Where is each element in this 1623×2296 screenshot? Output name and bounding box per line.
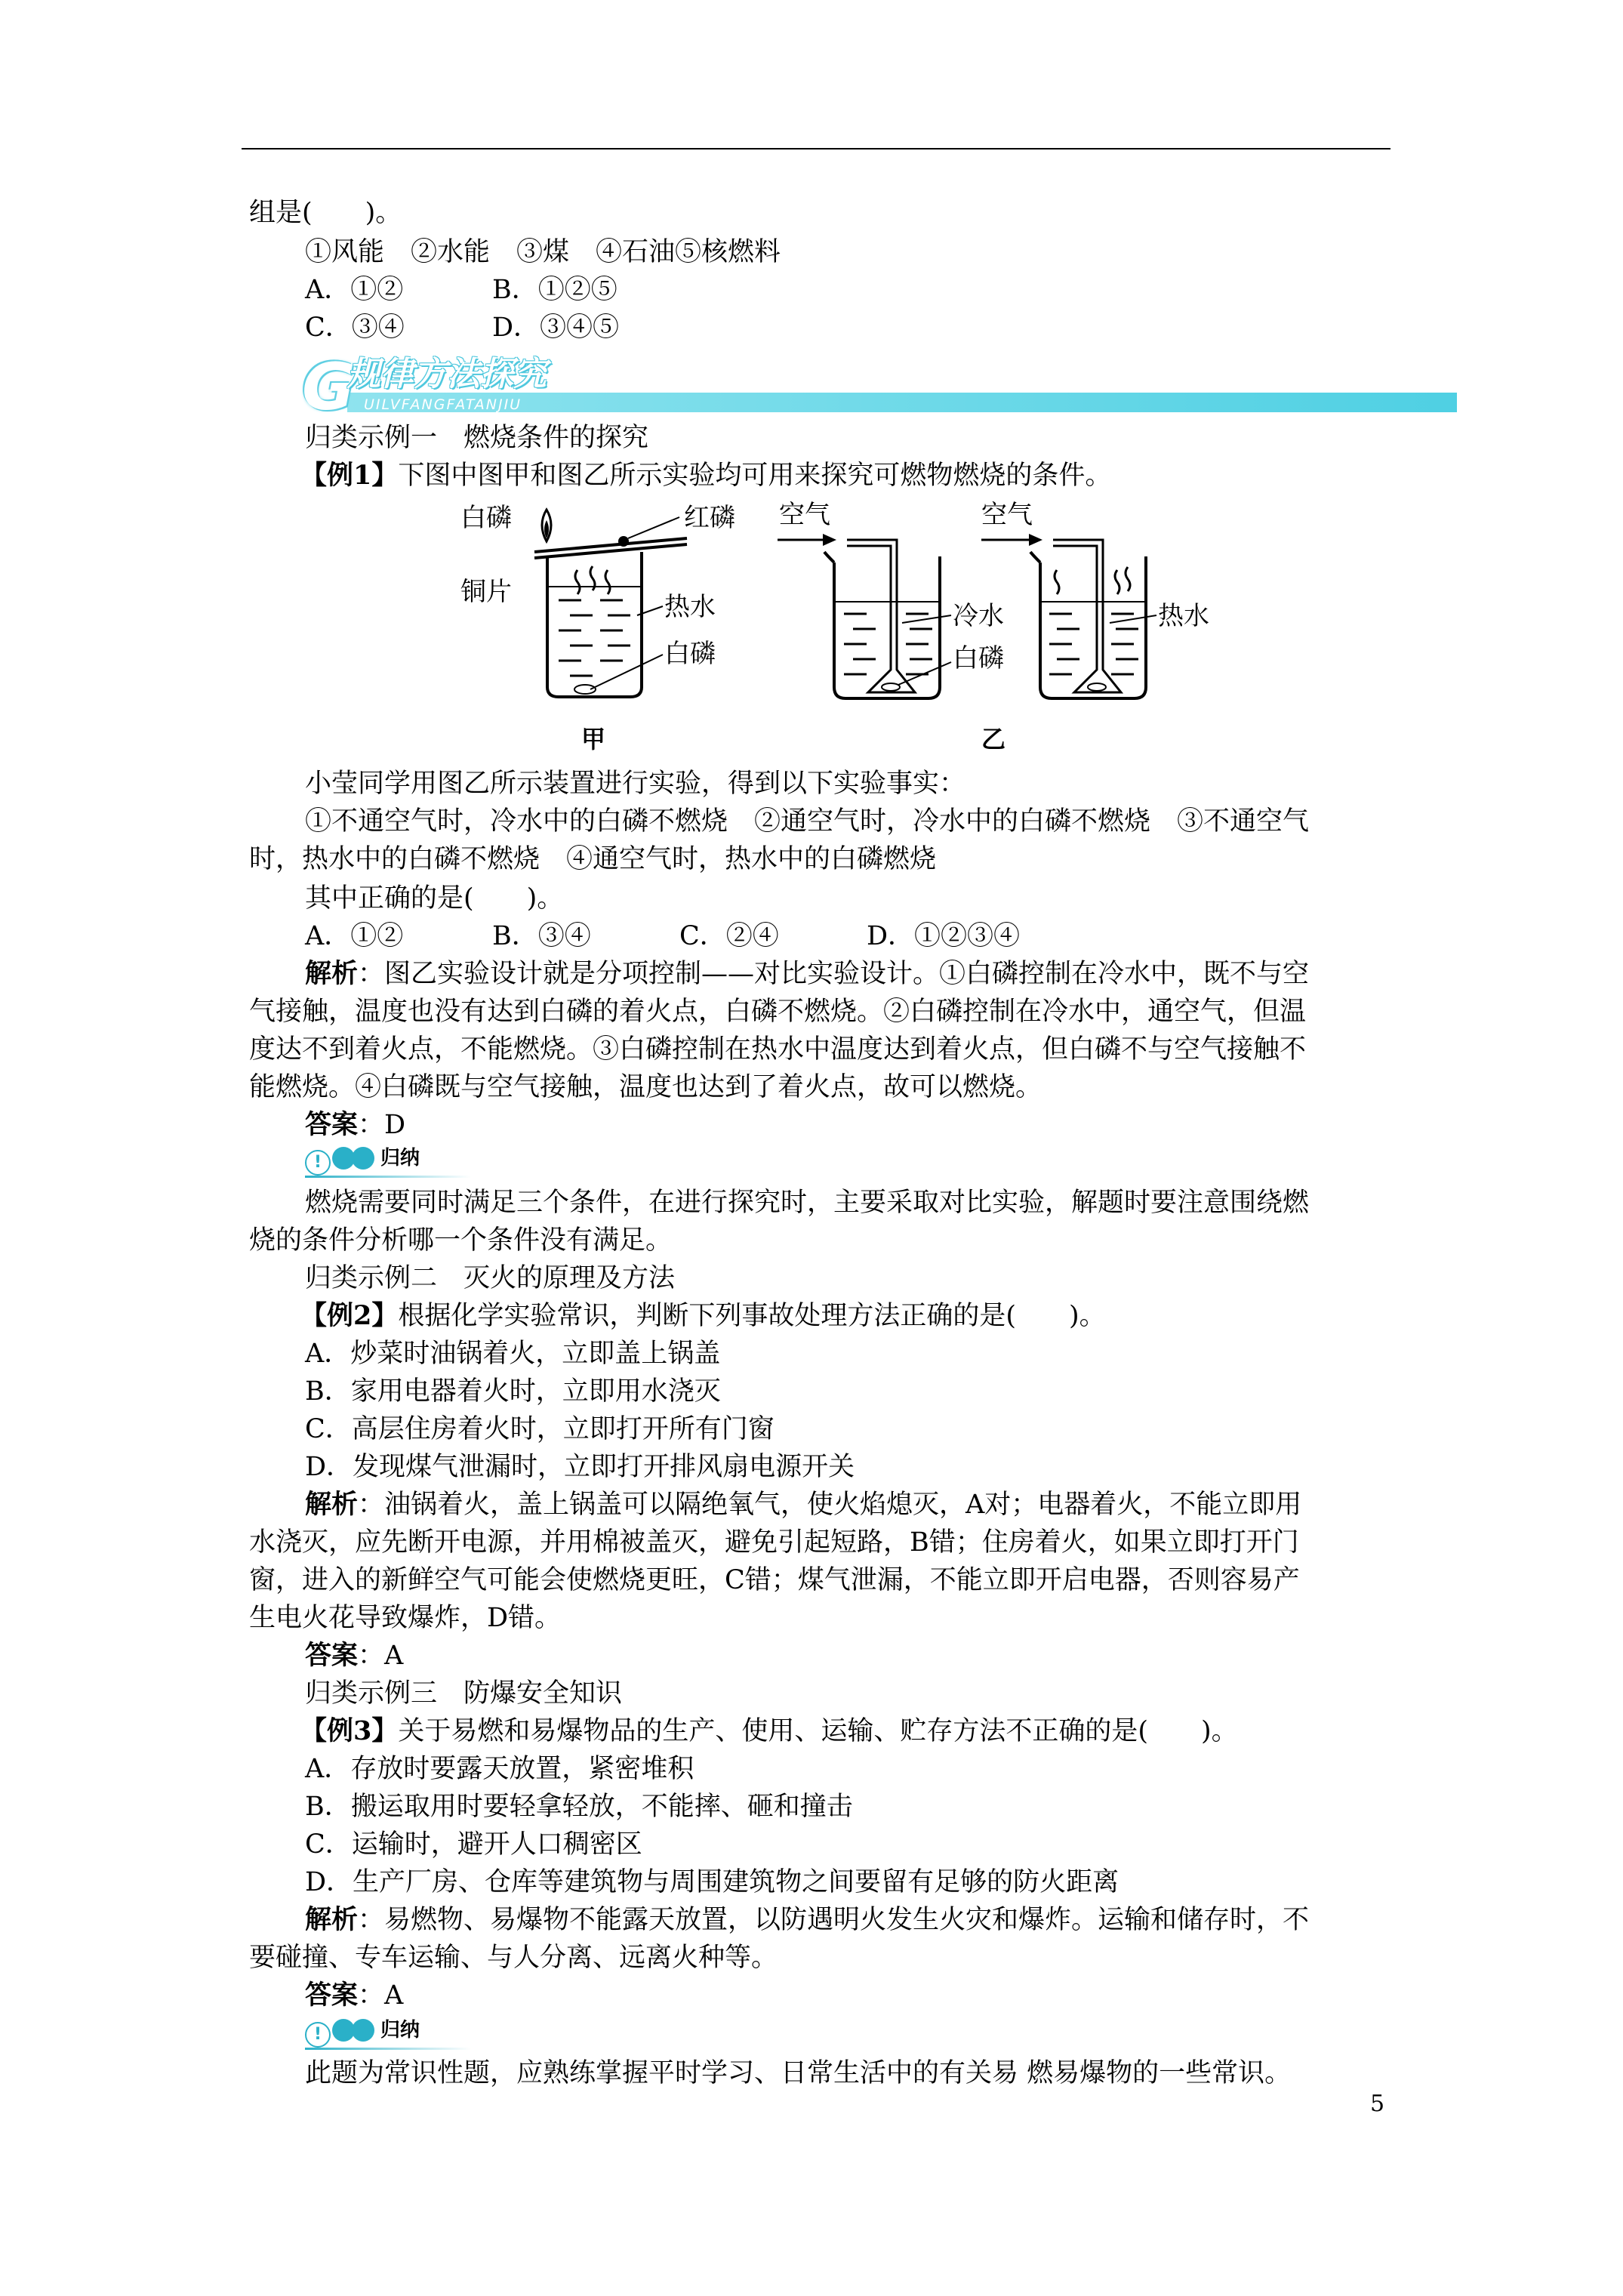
label-white-p-2: 白磷 <box>953 643 1004 673</box>
analysis-text: ：易燃物、易爆物不能露天放置，以防遇明火发生火灾和爆炸。运输和储存时，不 <box>358 1905 1310 1935</box>
options-line <box>305 313 619 343</box>
answer-line <box>305 1980 403 2011</box>
text-line: 窗，进入的新鲜空气可能会使燃烧更旺，C错；煤气泄漏，不能立即开启电器，否则容易产 <box>249 1565 1300 1595</box>
text-line: 要碰撞、专车运输、与人分离、远离火种等。 <box>249 1943 778 1973</box>
text-line: ①风能 ②水能 ③煤 ④石油⑤核燃料 <box>305 237 781 267</box>
section-heading: 归类示例二 灭火的原理及方法 <box>305 1263 676 1293</box>
page-number: 5 <box>1370 2091 1385 2117</box>
text-line: 生电火花导致爆炸，D错。 <box>249 1603 562 1633</box>
answer-line <box>305 1110 405 1140</box>
label-white-p: 白磷 <box>664 639 716 669</box>
option-d: D．③④⑤ <box>492 313 620 343</box>
label-hot-water: 热水 <box>664 592 716 622</box>
label-air-2: 空气 <box>981 500 1033 530</box>
example-text: 下图中图甲和图乙所示实验均可用来探究可燃物燃烧的条件。 <box>398 461 1112 491</box>
analysis-text: ：图乙实验设计就是分项控制——对比实验设计。①白磷控制在冷水中，既不与空 <box>358 959 1310 989</box>
text-line: 其中正确的是( )。 <box>305 883 564 914</box>
options-line <box>305 275 617 305</box>
analysis-text: ：油锅着火，盖上锅盖可以隔绝氧气，使火焰熄灭，A对；电器着火，不能立即用 <box>358 1490 1302 1520</box>
summary-label: 归纳 <box>380 2019 420 2042</box>
summary-underline <box>305 1176 471 1178</box>
option-b: B．③④ <box>492 921 591 951</box>
text-line: 时，热水中的白磷不燃烧 ④通空气时，热水中的白磷燃烧 <box>249 844 937 874</box>
summary-dot <box>352 1147 374 1170</box>
example-text: 根据化学实验常识，判断下列事故处理方法正确的是( )。 <box>398 1301 1106 1331</box>
beaker-yi-hot <box>981 534 1156 698</box>
beaker-yi-cold <box>778 534 951 698</box>
header-rule <box>242 148 1390 149</box>
text-line: 烧的条件分析哪一个条件没有满足。 <box>249 1225 673 1256</box>
label-jia: 甲 <box>581 725 606 754</box>
banner-letter: G <box>302 350 356 425</box>
label-air-1: 空气 <box>779 500 830 530</box>
section-heading: 归类示例一 燃烧条件的探究 <box>305 423 649 453</box>
option-b: B．①②⑤ <box>492 275 617 305</box>
example-text: 关于易燃和易爆物品的生产、使用、运输、贮存方法不正确的是( )。 <box>398 1716 1238 1746</box>
analysis-label: 解析 <box>305 958 359 989</box>
analysis-line <box>305 1490 1301 1520</box>
option-c: C．③④ <box>305 313 405 343</box>
option-b: B．家用电器着火时，立即用水浇灭 <box>305 1376 721 1407</box>
option-a: A．①② <box>305 921 404 951</box>
answer-text: ：A <box>358 1641 404 1671</box>
option-b: B．搬运取用时要轻拿轻放，不能摔、砸和撞击 <box>305 1792 853 1822</box>
text-line: 气接触，温度也没有达到白磷的着火点，白磷不燃烧。②白磷控制在冷水中，通空气，但温 <box>249 997 1307 1027</box>
option-a: A．①② <box>305 275 404 305</box>
summary-badge <box>305 2016 471 2049</box>
option-a: A．存放时要露天放置，紧密堆积 <box>305 1754 694 1784</box>
text-line: 此题为常识性题，应熟练掌握平时学习、日常生活中的有关易 燃易爆物的一些常识。 <box>305 2058 1292 2088</box>
label-red-p: 红磷 <box>684 503 735 533</box>
summary-underline <box>305 2048 471 2050</box>
example-tag: 【例2】 <box>300 1300 399 1331</box>
option-a: A．炒菜时油锅着火，立即盖上锅盖 <box>305 1339 721 1369</box>
info-icon: ! <box>305 1150 331 1176</box>
label-cold-water: 冷水 <box>953 601 1004 631</box>
analysis-line <box>305 959 1309 989</box>
analysis-line <box>305 1905 1309 1935</box>
option-d: D．发现煤气泄漏时，立即打开排风扇电源开关 <box>305 1452 855 1482</box>
example-line <box>300 1301 1106 1331</box>
label-white-p-top: 白磷 <box>460 503 512 533</box>
answer-line <box>305 1641 403 1671</box>
info-icon: ! <box>305 2022 331 2048</box>
analysis-label: 解析 <box>305 1489 359 1520</box>
text-line: 度达不到着火点，不能燃烧。③白磷控制在热水中温度达到着火点，但白磷不与空气接触不 <box>249 1034 1307 1065</box>
option-c: C．②④ <box>679 921 779 951</box>
example-line <box>300 461 1111 491</box>
option-c: C．运输时，避开人口稠密区 <box>305 1829 642 1860</box>
summary-dot <box>352 2019 374 2042</box>
section-heading: 归类示例三 防爆安全知识 <box>305 1678 623 1709</box>
answer-label: 答案 <box>305 1640 359 1671</box>
label-hot-water-2: 热水 <box>1158 601 1209 631</box>
label-copper: 铜片 <box>460 577 512 607</box>
banner-title: 规律方法探究 <box>347 355 547 393</box>
answer-label: 答案 <box>305 1980 359 2011</box>
summary-badge <box>305 1144 471 1177</box>
answer-label: 答案 <box>305 1109 359 1140</box>
text-line: 水浇灭，应先断开电源，并用棉被盖灭，避免引起短路，B错；住房着火，如果立即打开门 <box>249 1527 1299 1558</box>
option-d: D．生产厂房、仓库等建筑物与周围建筑物之间要留有足够的防火距离 <box>305 1867 1119 1897</box>
analysis-label: 解析 <box>305 1904 359 1935</box>
summary-label: 归纳 <box>380 1147 420 1170</box>
text-line: 能燃烧。④白磷既与空气接触，温度也达到了着火点，故可以燃烧。 <box>249 1072 1042 1102</box>
text-line: 组是( )。 <box>249 198 402 228</box>
section-banner <box>302 350 1457 425</box>
option-d: D．①②③④ <box>867 921 1021 951</box>
text-line: 燃烧需要同时满足三个条件，在进行探究时，主要采取对比实验，解题时要注意围绕燃 <box>305 1188 1310 1218</box>
option-c: C．高层住房着火时，立即打开所有门窗 <box>305 1414 775 1444</box>
options-line <box>305 921 1020 951</box>
example-tag: 【例3】 <box>300 1715 399 1746</box>
label-yi: 乙 <box>981 725 1006 754</box>
example-tag: 【例1】 <box>300 460 399 491</box>
answer-text: ：A <box>358 1980 404 2011</box>
text-line: 小莹同学用图乙所示装置进行实验，得到以下实验事实： <box>305 769 966 799</box>
banner-subtitle: UILVFANGFATANJIU <box>364 396 522 413</box>
example-line <box>300 1716 1238 1746</box>
answer-text: ：D <box>358 1110 406 1140</box>
experiment-figure <box>453 495 1283 763</box>
text-line: ①不通空气时，冷水中的白磷不燃烧 ②通空气时，冷水中的白磷不燃烧 ③不通空气 <box>305 806 1310 837</box>
